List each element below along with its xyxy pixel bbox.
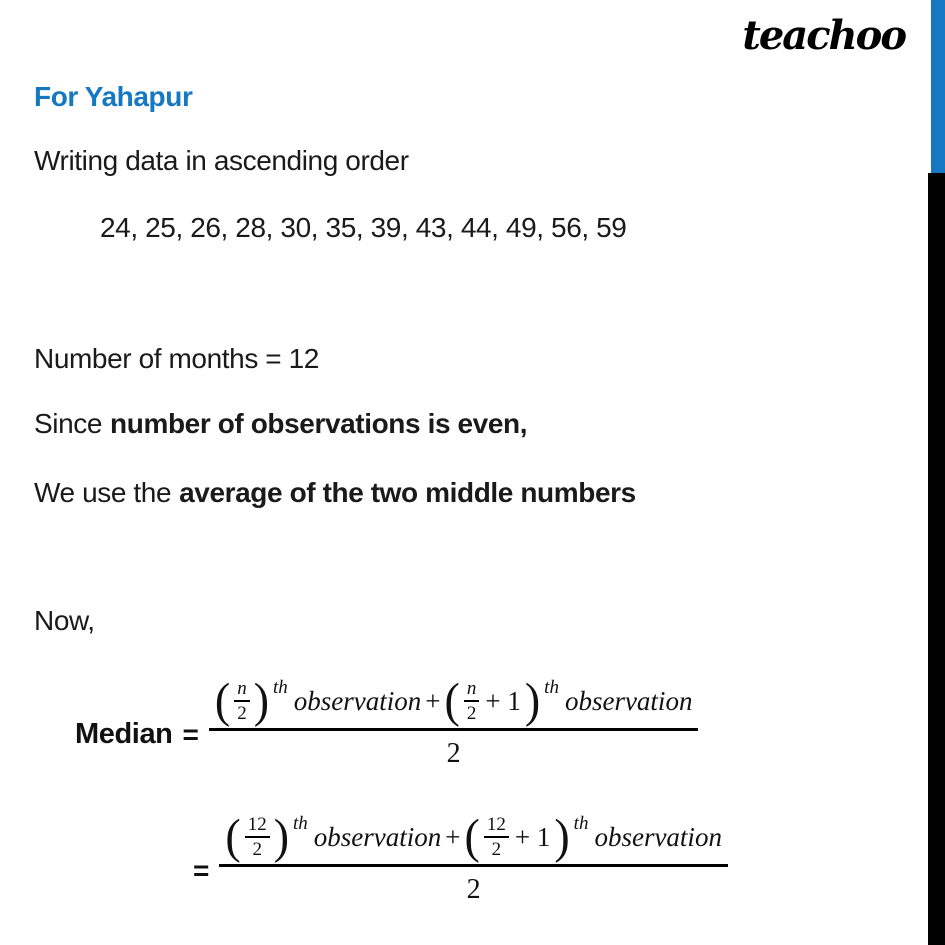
- equals-sign: =: [182, 718, 199, 750]
- teachoo-logo: teachoo: [742, 12, 905, 59]
- open-paren: (: [214, 673, 231, 727]
- fraction-bottom: 2: [237, 703, 247, 724]
- right-accent-bar-blue: [931, 0, 945, 173]
- observation-word: observation: [293, 685, 422, 716]
- months-count-line: Number of months = 12: [34, 343, 319, 374]
- fraction-bottom: 2: [466, 703, 477, 724]
- fraction-denominator: 2: [466, 874, 481, 905]
- close-paren: ): [524, 673, 541, 727]
- plus-operator: +: [425, 685, 441, 716]
- median-formula-general: [75, 673, 698, 770]
- th-superscript: th: [293, 813, 308, 834]
- fraction-top: n: [464, 679, 480, 702]
- equals-sign: =: [193, 854, 210, 886]
- observation-word: observation: [594, 821, 722, 852]
- fraction-bottom: 2: [252, 839, 262, 860]
- fraction-top: 12: [245, 815, 270, 838]
- th-superscript: th: [544, 677, 559, 698]
- median-formula-substituted: [193, 809, 728, 906]
- we-use-bold-text: average of the two middle numbers: [179, 477, 636, 508]
- close-paren: ): [554, 809, 570, 863]
- plus-one: + 1: [514, 821, 551, 852]
- we-use-prefix: We use the: [34, 477, 172, 508]
- fraction-top: n: [234, 679, 250, 702]
- open-paren: (: [225, 809, 241, 863]
- now-line: Now,: [34, 605, 95, 636]
- data-values-line: 24, 25, 26, 28, 30, 35, 39, 43, 44, 49, 56, 59: [100, 212, 627, 243]
- fraction-numerator: [209, 673, 699, 731]
- fraction-numerator: [219, 809, 728, 867]
- fraction-bottom: 2: [491, 839, 502, 860]
- since-prefix: Since: [34, 408, 103, 439]
- observation-word: observation: [564, 685, 693, 716]
- close-paren: ): [253, 673, 270, 727]
- we-use-line: [34, 476, 636, 510]
- 12-over-2-fraction: [484, 815, 509, 859]
- median-label: Median: [75, 718, 173, 750]
- fraction-denominator: 2: [446, 738, 461, 769]
- since-bold-text: number of observations is even,: [110, 408, 528, 439]
- observation-word: observation: [313, 821, 442, 852]
- th-superscript: th: [273, 677, 288, 698]
- fraction: [219, 809, 728, 906]
- fraction-top: 12: [484, 815, 509, 838]
- since-line: [34, 407, 527, 441]
- open-paren: (: [464, 809, 480, 863]
- fraction: [209, 673, 699, 770]
- right-accent-bar-black: [928, 173, 945, 945]
- th-superscript: th: [573, 813, 589, 834]
- close-paren: ): [273, 809, 290, 863]
- 12-over-2-fraction: [245, 815, 270, 859]
- plus-operator: +: [445, 821, 461, 852]
- n-over-2-fraction: [464, 679, 480, 723]
- n-over-2-fraction: [234, 679, 250, 723]
- plus-one: + 1: [485, 685, 521, 716]
- ascending-order-line: Writing data in ascending order: [34, 145, 409, 176]
- open-paren: (: [444, 673, 460, 727]
- section-heading: For Yahapur: [34, 81, 193, 112]
